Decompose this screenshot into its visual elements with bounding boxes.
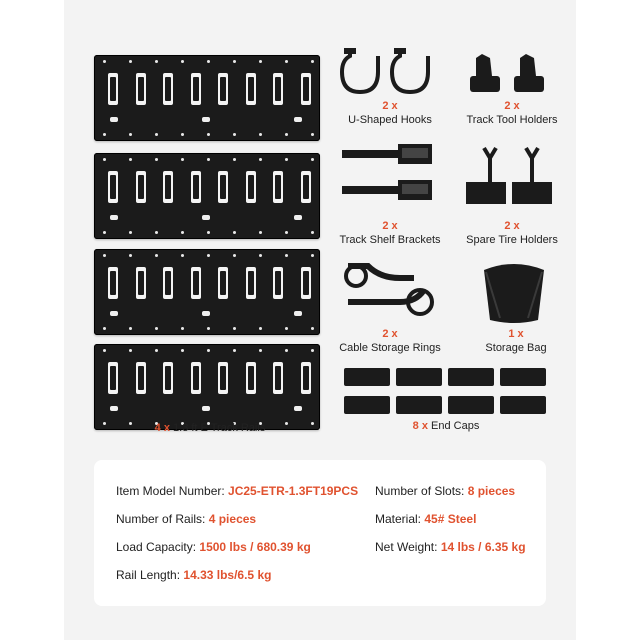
tool-holders-label: Track Tool Holders [466, 114, 558, 126]
rail-slot [301, 362, 311, 394]
rail-slot [301, 73, 311, 105]
rail-hole [181, 231, 184, 234]
storage-rings-caption [330, 328, 450, 354]
rail-hole [259, 327, 262, 330]
rail-key-slot [110, 406, 118, 411]
rail-key-slot [110, 117, 118, 122]
rail-hole [103, 60, 106, 63]
shelf-bracket-icon [338, 142, 442, 206]
spec-weight [375, 540, 526, 554]
u-hook-icon [336, 46, 436, 98]
spec-panel [94, 460, 546, 606]
rail-hole [233, 349, 236, 352]
tire-holders-caption [452, 220, 572, 246]
rails-qty: 4 x [154, 422, 170, 434]
rail-hole [155, 60, 158, 63]
rail-hole [129, 422, 132, 425]
end-caps-label: End Caps [431, 420, 480, 432]
spec-rail-length-value: 14.33 lbs/6.5 kg [183, 568, 272, 582]
rail-hole [233, 60, 236, 63]
rail-slot [191, 267, 201, 299]
rail-hole [285, 422, 288, 425]
spec-rails-label: Number of Rails: [116, 512, 206, 526]
end-caps-caption [386, 420, 506, 432]
rail-hole [181, 158, 184, 161]
rail-hole [207, 231, 210, 234]
storage-bag-label: Storage Bag [485, 342, 547, 354]
rail-hole [233, 327, 236, 330]
rail-hole [285, 60, 288, 63]
rail-hole [181, 349, 184, 352]
rail-hole [129, 60, 132, 63]
rail-slot [191, 73, 201, 105]
rail-hole [311, 231, 314, 234]
spec-rail-length [116, 568, 271, 582]
rail-hole [207, 158, 210, 161]
e-track-rail [94, 344, 320, 430]
rail-hole [181, 327, 184, 330]
rail-hole [103, 158, 106, 161]
rail-hole [285, 158, 288, 161]
rail-slot [246, 362, 256, 394]
storage-bag-qty: 1 x [508, 328, 524, 340]
rail-key-slot [202, 215, 210, 220]
rail-hole [285, 254, 288, 257]
rail-slot [273, 73, 283, 105]
rail-key-slot [110, 215, 118, 220]
rails-label: 1.3 ft E Track Rails [173, 422, 266, 434]
rail-hole [259, 158, 262, 161]
rail-slot [191, 171, 201, 203]
hooks-label: U-Shaped Hooks [348, 114, 432, 126]
rail-hole [207, 349, 210, 352]
rail-key-slot [202, 117, 210, 122]
rail-slot [163, 73, 173, 105]
spec-slots-label: Number of Slots: [375, 484, 465, 498]
tire-holder-icon [458, 142, 558, 212]
e-track-rail [94, 249, 320, 335]
rail-slot [273, 362, 283, 394]
storage-bag-icon [476, 256, 552, 328]
rail-hole [311, 158, 314, 161]
spec-rails-value: 4 pieces [208, 512, 257, 526]
rail-hole [129, 158, 132, 161]
rail-slot [136, 171, 146, 203]
shelf-brackets-qty: 2 x [382, 220, 398, 232]
rail-key-slot [202, 406, 210, 411]
tool-holders-qty: 2 x [504, 100, 520, 112]
rail-slot [301, 267, 311, 299]
rail-slot [273, 267, 283, 299]
spec-rail-length-label: Rail Length: [116, 568, 181, 582]
spec-weight-value: 14 lbs / 6.35 kg [440, 540, 526, 554]
rail-slot [218, 73, 228, 105]
rail-hole [259, 254, 262, 257]
rail-key-slot [294, 406, 302, 411]
rail-slot [108, 267, 118, 299]
shelf-brackets-caption [330, 220, 450, 246]
e-track-rail [94, 55, 320, 141]
rail-hole [207, 60, 210, 63]
rail-hole [207, 133, 210, 136]
rail-key-slot [294, 117, 302, 122]
rail-hole [155, 231, 158, 234]
e-track-rail [94, 153, 320, 239]
rail-slot [163, 267, 173, 299]
rail-slot [246, 73, 256, 105]
rail-slot [218, 171, 228, 203]
rail-slot [246, 171, 256, 203]
rail-slot [108, 73, 118, 105]
rail-slot [136, 267, 146, 299]
rail-hole [103, 327, 106, 330]
rail-hole [155, 327, 158, 330]
spec-slots [375, 484, 515, 498]
rail-slot [163, 362, 173, 394]
rail-hole [103, 231, 106, 234]
spec-material [375, 512, 476, 526]
tire-holders-label: Spare Tire Holders [466, 234, 558, 246]
end-cap-icon [344, 368, 548, 418]
rail-key-slot [294, 311, 302, 316]
rail-hole [311, 254, 314, 257]
rail-hole [285, 327, 288, 330]
spec-weight-label: Net Weight: [375, 540, 438, 554]
rail-slot [136, 73, 146, 105]
spec-model [116, 484, 358, 498]
rail-hole [103, 133, 106, 136]
rail-hole [259, 133, 262, 136]
rail-hole [103, 349, 106, 352]
storage-rings-qty: 2 x [382, 328, 398, 340]
rail-hole [311, 133, 314, 136]
spec-material-label: Material: [375, 512, 422, 526]
rail-hole [311, 422, 314, 425]
rail-hole [311, 327, 314, 330]
rail-slot [108, 171, 118, 203]
spec-capacity [116, 540, 311, 554]
rail-slot [273, 171, 283, 203]
rail-hole [259, 60, 262, 63]
spec-capacity-value: 1500 lbs / 680.39 kg [199, 540, 311, 554]
rail-hole [233, 254, 236, 257]
rail-slot [218, 267, 228, 299]
rail-hole [233, 133, 236, 136]
rail-slot [218, 362, 228, 394]
spec-model-value: JC25-ETR-1.3FT19PCS [228, 484, 359, 498]
rail-hole [155, 349, 158, 352]
rail-slot [108, 362, 118, 394]
spec-model-label: Item Model Number: [116, 484, 225, 498]
rail-hole [103, 422, 106, 425]
rail-hole [285, 133, 288, 136]
rail-key-slot [202, 311, 210, 316]
spec-rails [116, 512, 256, 526]
rail-hole [233, 231, 236, 234]
tool-holder-icon [464, 52, 554, 98]
storage-ring-icon [340, 258, 436, 324]
tire-holders-qty: 2 x [504, 220, 520, 232]
storage-bag-caption [456, 328, 576, 354]
rail-hole [129, 254, 132, 257]
rail-hole [103, 254, 106, 257]
rail-hole [311, 349, 314, 352]
rail-hole [155, 133, 158, 136]
rail-slot [301, 171, 311, 203]
rail-key-slot [110, 311, 118, 316]
rail-hole [285, 349, 288, 352]
tool-holders-caption [452, 100, 572, 126]
rail-hole [129, 133, 132, 136]
rail-hole [207, 254, 210, 257]
rail-hole [259, 231, 262, 234]
rail-hole [129, 231, 132, 234]
hooks-qty: 2 x [382, 100, 398, 112]
rail-hole [259, 349, 262, 352]
rail-hole [207, 327, 210, 330]
rail-slot [136, 362, 146, 394]
rails-caption [150, 422, 270, 434]
spec-capacity-label: Load Capacity: [116, 540, 197, 554]
rail-hole [129, 327, 132, 330]
storage-rings-label: Cable Storage Rings [339, 342, 441, 354]
rail-hole [155, 158, 158, 161]
rail-slot [246, 267, 256, 299]
hooks-caption [330, 100, 450, 126]
shelf-brackets-label: Track Shelf Brackets [339, 234, 441, 246]
rail-hole [181, 254, 184, 257]
rail-key-slot [294, 215, 302, 220]
rail-hole [181, 133, 184, 136]
rail-hole [311, 60, 314, 63]
spec-material-value: 45# Steel [424, 512, 477, 526]
rail-hole [233, 158, 236, 161]
rail-slot [163, 171, 173, 203]
rail-hole [129, 349, 132, 352]
rail-hole [181, 60, 184, 63]
rail-hole [155, 254, 158, 257]
end-caps-qty: 8 x [412, 420, 428, 432]
rail-hole [285, 231, 288, 234]
rail-slot [191, 362, 201, 394]
spec-slots-value: 8 pieces [467, 484, 516, 498]
